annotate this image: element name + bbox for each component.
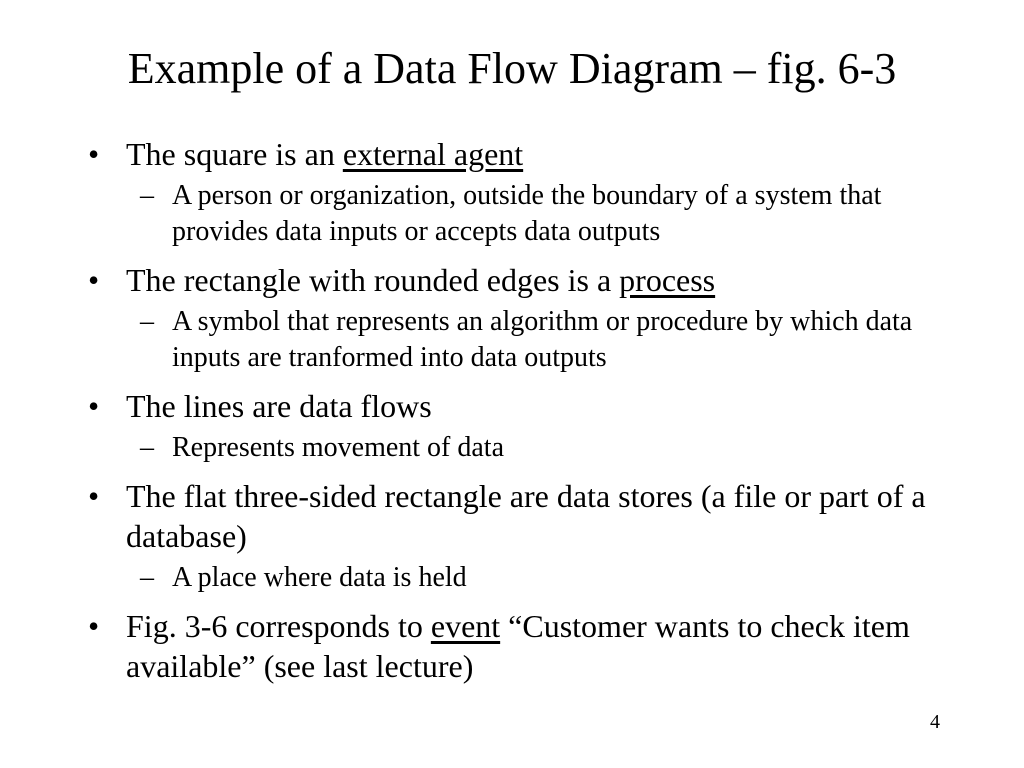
sub-bullet-process-definition [88, 304, 948, 376]
term-external-agent: external agent [342, 136, 524, 172]
bullet-text: The lines are data flows [126, 388, 432, 424]
sub-bullet-marker: – [140, 180, 154, 211]
bullet-list [88, 134, 948, 690]
sub-bullet-text: Represents movement of data [172, 432, 505, 463]
sub-bullet-data-stores-definition [88, 560, 948, 596]
bullet-data-stores [88, 476, 948, 556]
slide-title: Example of a Data Flow Diagram – fig. 6-3 [127, 44, 897, 93]
bullet-marker: • [88, 136, 100, 172]
sub-bullet-external-agent-definition [88, 178, 948, 250]
sub-bullet-text: A person or organization, outside the boundary of a system that provides data inputs or accepts data outputs [172, 180, 882, 247]
sub-bullet-marker: – [140, 562, 154, 593]
bullet-process [88, 260, 948, 300]
sub-bullet-marker: – [140, 432, 154, 463]
bullet-text: The square is an [126, 136, 343, 172]
bullet-data-flows [88, 386, 948, 426]
term-process: process [619, 262, 716, 298]
sub-bullet-text: A symbol that represents an algorithm or procedure by which data inputs are tranformed into data outputs [172, 306, 913, 373]
bullet-text: The rectangle with rounded edges is a [126, 262, 620, 298]
sub-bullet-marker: – [140, 306, 154, 337]
bullet-text-after: “Customer wants to check item available” (see last lecture) [126, 608, 910, 684]
bullet-event [88, 606, 948, 686]
bullet-marker: • [88, 262, 100, 298]
bullet-text: Fig. 3-6 corresponds to [126, 608, 431, 644]
bullet-marker: • [88, 608, 100, 644]
term-event: event [430, 608, 501, 644]
sub-bullet-text: A place where data is held [172, 562, 467, 593]
bullet-marker: • [88, 478, 100, 514]
slide-number: 4 [930, 711, 940, 733]
sub-bullet-data-flows-definition [88, 430, 948, 466]
bullet-external-agent [88, 134, 948, 174]
bullet-marker: • [88, 388, 100, 424]
bullet-text: The flat three-sided rectangle are data stores (a file or part of a database) [126, 478, 926, 554]
